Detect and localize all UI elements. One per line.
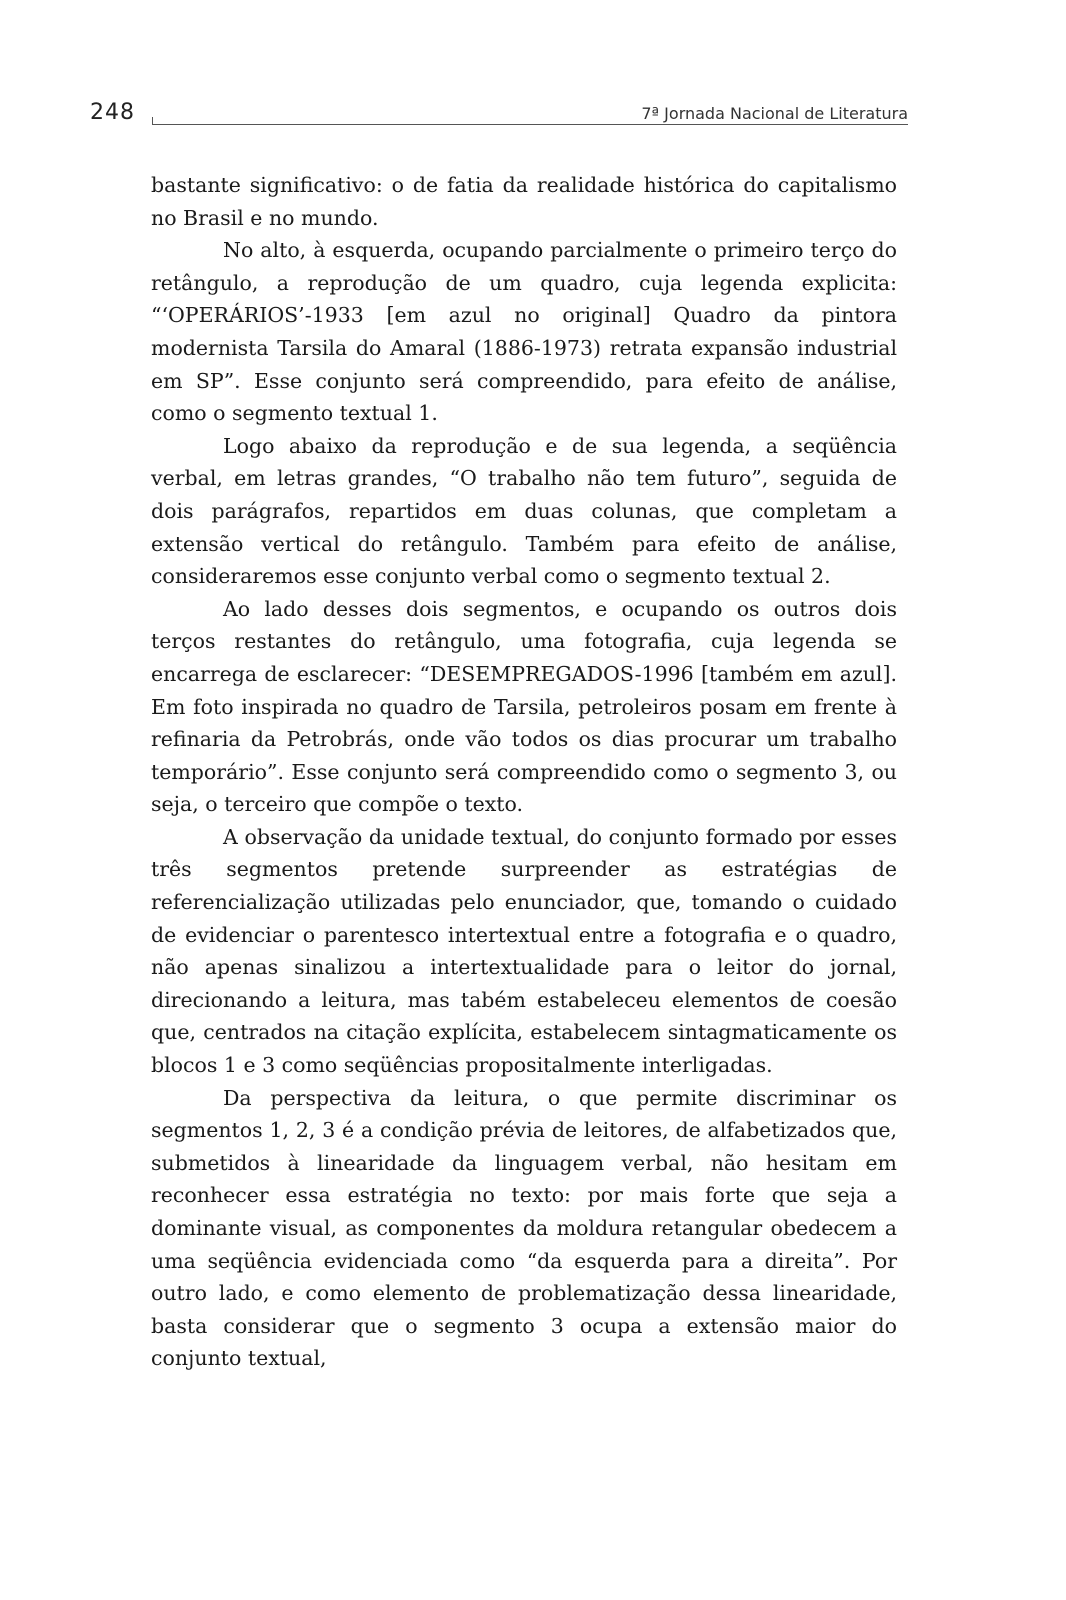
running-title: 7ª Jornada Nacional de Literatura — [641, 104, 908, 123]
header-rule — [152, 124, 908, 125]
paragraph: Ao lado desses dois segmentos, e ocupando os outros dois terços restantes do retângulo, uma fotografia, cuja legenda se encarrega de esclarecer: “DESEMPREGADOS-1996 [também em azul]. Em foto inspirada no quadro de Tarsila, petroleiros posam em frente à refinaria da Petrobrás, onde vão todos os dias procurar um trabalho temporário”. Esse conjunto será compreendido como o segmento 3, ou seja, o terceiro que compõe o texto. — [151, 596, 897, 817]
paragraph: Da perspectiva da leitura, o que permite discriminar os segmentos 1, 2, 3 é a condição prévia de leitores, de alfabetizados que, submetidos à linearidade da linguagem verbal, não hesitam em reconhecer essa estratégia no texto: por mais forte que seja a dominante visual, as componentes da moldura retangular obedecem a uma seqüência evidenciada como “da esquerda para a direita”. Por outro lado, e como elemento de problematização dessa linearidade, basta considerar que o segmento 3 ocupa a extensão maior do conjunto textual, — [151, 1085, 897, 1371]
paragraph: bastante significativo: o de fatia da realidade histórica do capitalismo no Brasil e no mundo. — [151, 173, 897, 230]
paragraph: No alto, à esquerda, ocupando parcialmente o primeiro terço do retângulo, a reprodução de um quadro, cuja legenda explicita: “‘OPERÁRIOS’-1933 [em azul no original] Quadro da pintora modernista Tarsila do Amaral (1886-1973) retrata expansão industrial em SP”. Esse conjunto será compreendido, para efeito de análise, como o segmento textual 1. — [151, 238, 897, 426]
body-text — [151, 169, 897, 1375]
page-header — [90, 100, 908, 132]
paragraph: Logo abaixo da reprodução e de sua legenda, a seqüência verbal, em letras grandes, “O trabalho não tem futuro”, seguida de dois parágrafos, repartidos em duas colunas, que completam a extensão vertical do retângulo. Também para efeito de análise, consideraremos esse conjunto verbal como o segmento textual 2. — [151, 433, 897, 589]
paragraph: A observação da unidade textual, do conjunto formado por esses três segmentos pretende surpreender as estratégias de referencialização utilizadas pelo enunciador, que, tomando o cuidado de evidenciar o parentesco intertextual entre a fotografia e o quadro, não apenas sinalizou a intertextualidade para o leitor do jornal, direcionando a leitura, mas tabém estabeleceu elementos de coesão que, centrados na citação explícita, estabelecem sintagmaticamente os blocos 1 e 3 como seqüências propositalmente interligadas. — [151, 824, 897, 1078]
page-number: 248 — [90, 100, 135, 125]
